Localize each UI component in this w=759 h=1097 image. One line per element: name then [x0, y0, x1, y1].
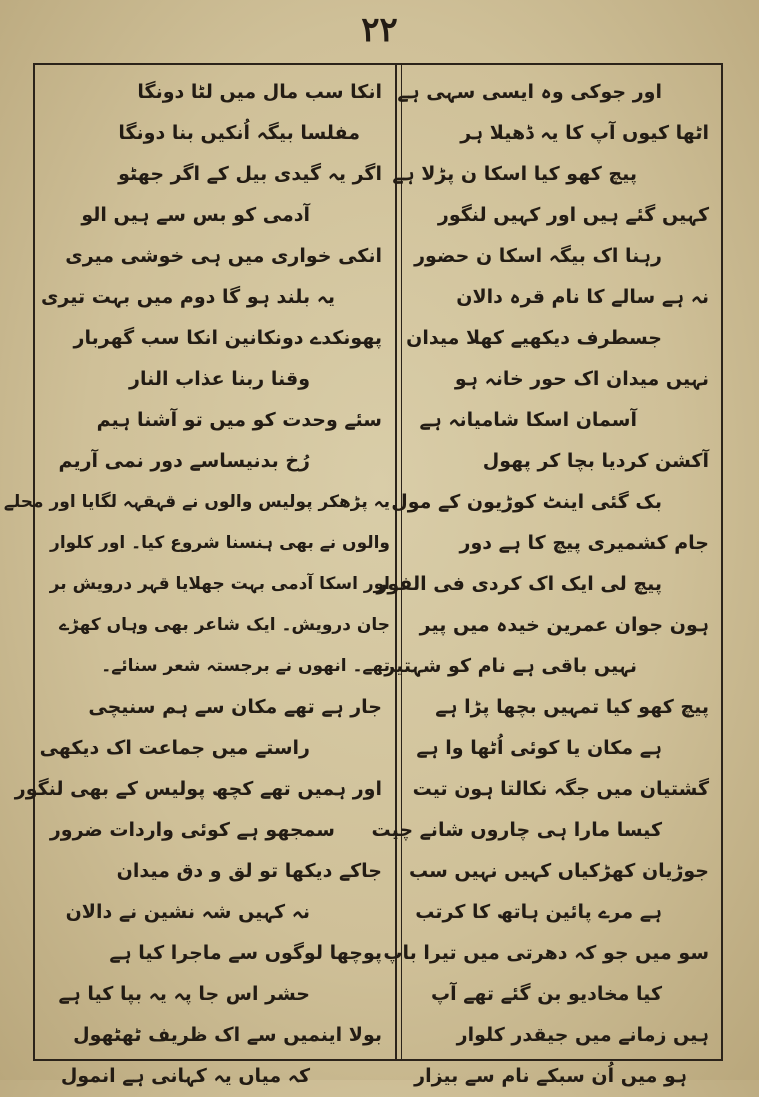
- prose-line: تھے۔ انھوں نے برجستہ شعر سنائے۔: [101, 656, 390, 676]
- verse-line: رُخ بدنیساسے دور نمی آریم: [58, 450, 310, 472]
- verse-line: ہو میں اُن سبکے نام سے بیزار: [414, 1065, 687, 1087]
- verse-line: کہیں گئے ہیں اور کہیں لنگور: [437, 204, 709, 226]
- verse-line: اگر یہ گیدی بیل کے اگر جھٹو: [118, 163, 382, 185]
- verse-line: جام کشمیری پیچ کا ہے دور: [459, 532, 709, 554]
- verse-line: کیسا مارا ہی چاروں شانے چیت: [371, 819, 662, 841]
- verse-line: آسمان اسکا شامیانہ ہے: [419, 409, 637, 431]
- verse-line: وقنا ربنا عذاب النار: [129, 368, 310, 390]
- verse-line: آدمی کو بس سے ہیں الو: [81, 204, 310, 226]
- verse-line: نہ کہیں شہ نشین نے دالان: [65, 901, 310, 923]
- verse-line: جار ہے تھے مکان سے ہم سنیچی: [88, 696, 382, 718]
- verse-line: نہیں باقی ہے نام کو شہتیر: [384, 655, 637, 677]
- prose-line: اور اسکا آدمی بہت جھلایا قہر درویش بر: [49, 574, 390, 594]
- verse-line: پیچ لی ایک اک کردی فی الفور: [376, 573, 662, 595]
- verse-line: رہنا اک بیگہ اسکا ن حضور: [414, 245, 662, 267]
- verse-line: ہے مکان یا کوئی اُٹھا وا ہے: [416, 737, 662, 759]
- column-divider: [395, 63, 397, 1061]
- verse-line: ہون جوان عمرین خیدہ میں پیر: [419, 614, 709, 636]
- verse-line: پیچ کھو کیا اسکا ن پڑلا ہے: [392, 163, 637, 185]
- verse-line: پھونکدے دونکانین انکا سب گھربار: [73, 327, 382, 349]
- verse-line: ہیں زمانے میں جیقدر کلوار: [456, 1024, 709, 1046]
- right-column: [371, 72, 717, 1097]
- prose-line: جان درویش۔ ایک شاعر بھی وہاں کھڑے: [59, 615, 390, 635]
- verse-line: کہ میاں یہ کہانی ہے انمول: [60, 1065, 310, 1087]
- verse-line: گشتیان میں جگہ نکالتا ہون تیت: [412, 778, 709, 800]
- verse-line: اور جوکی وہ ایسی سہی ہے: [397, 81, 662, 103]
- prose-line: یہ پڑھکر پولیس والوں نے قہقہہ لگایا اور محلے: [3, 492, 390, 512]
- verse-line: آکشن کردیا بچا کر پھول: [482, 450, 709, 472]
- verse-line: جوڑیان کھڑکیاں کہیں نہیں سب: [408, 860, 709, 882]
- verse-line: اٹھا کیوں آپ کا یہ ڈھیلا ہر: [460, 122, 709, 144]
- verse-line: جسطرف دیکھیے کھلا میدان: [406, 327, 662, 349]
- verse-line: سمجھو ہے کوئی واردات ضرور: [49, 819, 335, 841]
- verse-line: نہ ہے سالے کا نام قرہ دالان: [456, 286, 709, 308]
- prose-line: والوں نے بھی ہنسنا شروع کیا۔ اور کلوار: [50, 533, 390, 553]
- verse-line: بک گئی اینٹ کوڑیون کے مول: [391, 491, 662, 513]
- verse-line: سو میں جو کہ دھرتی میں تیرا باپ: [383, 942, 709, 964]
- verse-line: کیا مخادیو بن گئے تھے آپ: [431, 983, 662, 1005]
- verse-line: سئے وحدت کو میں تو آشنا ہیم: [96, 409, 382, 431]
- verse-line: مفلسا بیگہ اُنکیں بنا دونگا: [118, 122, 360, 144]
- verse-line: بولا اینمیں سے اک ظریف ٹھٹھول: [73, 1024, 382, 1046]
- verse-line: ہے مرے پائین ہاتھ کا کرتب: [415, 901, 662, 923]
- verse-line: پیچ کھو کیا تمہیں بچھا پڑا ہے: [435, 696, 709, 718]
- verse-line: راستے میں جماعت اک دیکھی: [39, 737, 310, 759]
- verse-line: انکا سب مال میں لٹا دونگا: [137, 81, 382, 103]
- page-number: ۲۲: [361, 10, 398, 50]
- verse-line: یہ بلند ہو گا دوم میں بہت تیری: [40, 286, 335, 308]
- verse-line: جاکے دیکھا تو لق و دق میدان: [116, 860, 382, 882]
- verse-line: انکی خواری میں ہی خوشی میری: [65, 245, 382, 267]
- left-column: [3, 72, 390, 1097]
- verse-line: نہیں میدان اک حور خانہ ہو: [454, 368, 709, 390]
- verse-line: حشر اس جا پہ یہ بپا کیا ہے: [58, 983, 310, 1005]
- verse-line: پوچھا لوگوں سے ماجرا کیا ہے: [109, 942, 382, 964]
- column-divider-inner: [401, 63, 402, 1061]
- verse-line: اور ہمیں تھے کچھ پولیس کے بھی لنگور: [14, 778, 382, 800]
